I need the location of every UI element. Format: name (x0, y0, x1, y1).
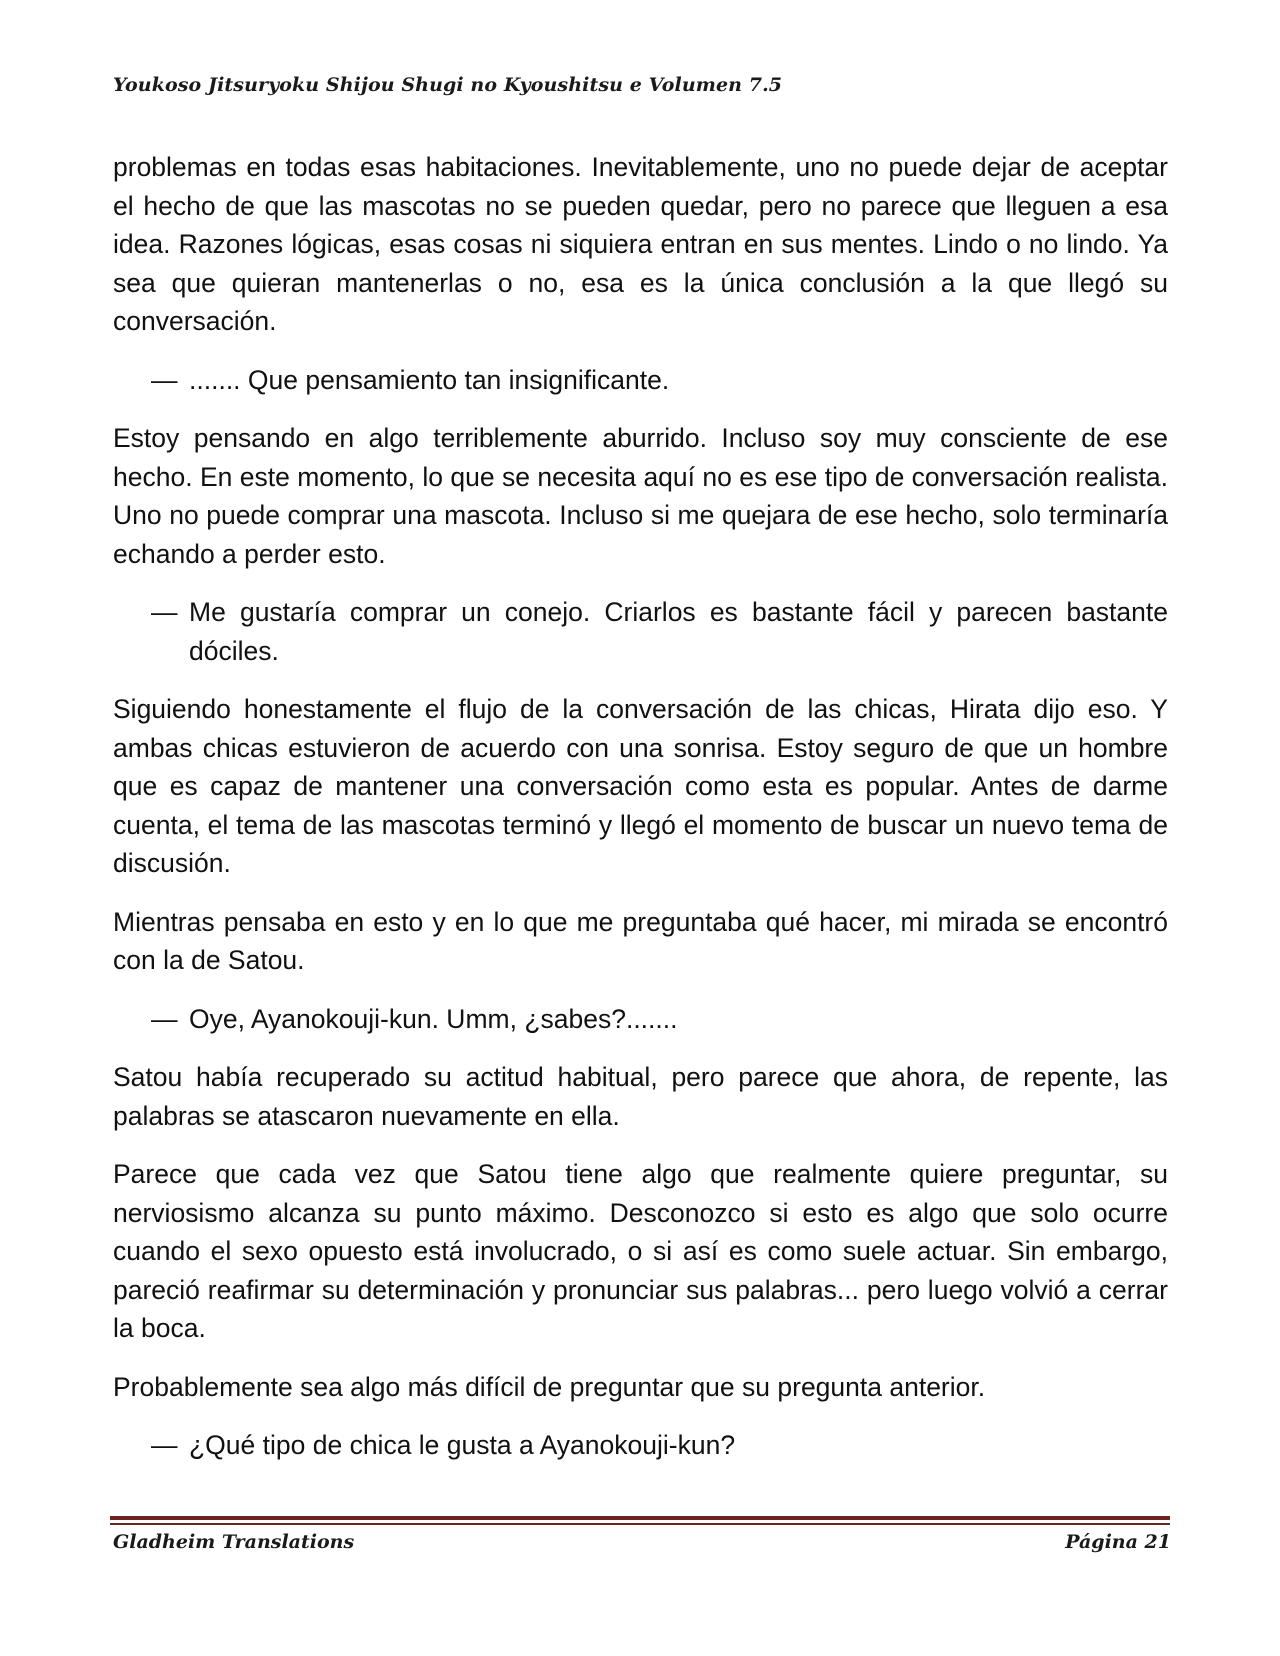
paragraph: Siguiendo honestamente el flujo de la conversación de las chicas, Hirata dijo eso. Y ambas chicas estuvieron de acuerdo con una sonrisa. Estoy seguro de que un hombre que es capaz de mantener una conversación como esta es popular. Antes de darme cuenta, el tema de las mascotas terminó y llegó el momento de buscar un nuevo tema de discusión. (113, 694, 1168, 878)
dialogue-line (151, 593, 1168, 670)
dialogue-line (151, 361, 1168, 400)
dialogue-text: Oye, Ayanokouji-kun. Umm, ¿sabes?....... (189, 1003, 678, 1034)
page-body (113, 148, 1168, 1485)
footer-page-number: Página 21 (1065, 1531, 1171, 1553)
page-header-title: Youkoso Jitsuryoku Shijou Shugi no Kyoushitsu e Volumen 7.5 (113, 74, 783, 96)
paragraph: problemas en todas esas habitaciones. Inevitablemente, uno no puede dejar de aceptar el hecho de que las mascotas no se pueden quedar, pero no parece que lleguen a esa idea. Razones lógicas, esas cosas ni siquiera entran en sus mentes. Lindo o no lindo. Ya sea que quieran mantenerlas o no, esa es la única conclusión a la que llegó su conversación. (113, 152, 1168, 336)
dialogue-text: Me gustaría comprar un conejo. Criarlos es bastante fácil y parecen bastante dóciles. (189, 597, 1168, 666)
dialogue-text: ¿Qué tipo de chica le gusta a Ayanokouji-kun? (189, 1430, 736, 1460)
dialogue-dash: — (151, 1430, 178, 1460)
footer-publisher: Gladheim Translations (113, 1531, 355, 1553)
paragraph: Probablemente sea algo más difícil de preguntar que su pregunta anterior. (113, 1371, 986, 1402)
footer-divider-thick (110, 1516, 1170, 1520)
dialogue-line (151, 1426, 1168, 1465)
dialogue-text: ....... Que pensamiento tan insignificante. (189, 364, 670, 395)
paragraph: Parece que cada vez que Satou tiene algo que realmente quiere preguntar, su nerviosismo alcanza su punto máximo. Desconozco si esto es algo que solo ocurre cuando el sexo opuesto está involucrado, o si así es como suele actuar. Sin embargo, pareció reafirmar su determinación y pronunciar sus palabras... pero luego volvió a cerrar la boca. (113, 1159, 1168, 1343)
paragraph: Satou había recuperado su actitud habitual, pero parece que ahora, de repente, las palabras se atascaron nuevamente en ella. (113, 1062, 1168, 1131)
dialogue-line (151, 1000, 1168, 1039)
paragraph: Mientras pensaba en esto y en lo que me preguntaba qué hacer, mi mirada se encontró con la de Satou. (113, 906, 1168, 975)
dialogue-dash: — (151, 597, 178, 627)
footer-divider-thin (110, 1523, 1170, 1525)
dialogue-dash: — (151, 1003, 178, 1034)
paragraph: Estoy pensando en algo terriblemente aburrido. Incluso soy muy consciente de ese hecho. En este momento, lo que se necesita aquí no es ese tipo de conversación realista. Uno no puede comprar una mascota. Incluso si me quejara de ese hecho, solo terminaría echando a perder esto. (113, 423, 1168, 569)
dialogue-dash: — (151, 364, 178, 395)
